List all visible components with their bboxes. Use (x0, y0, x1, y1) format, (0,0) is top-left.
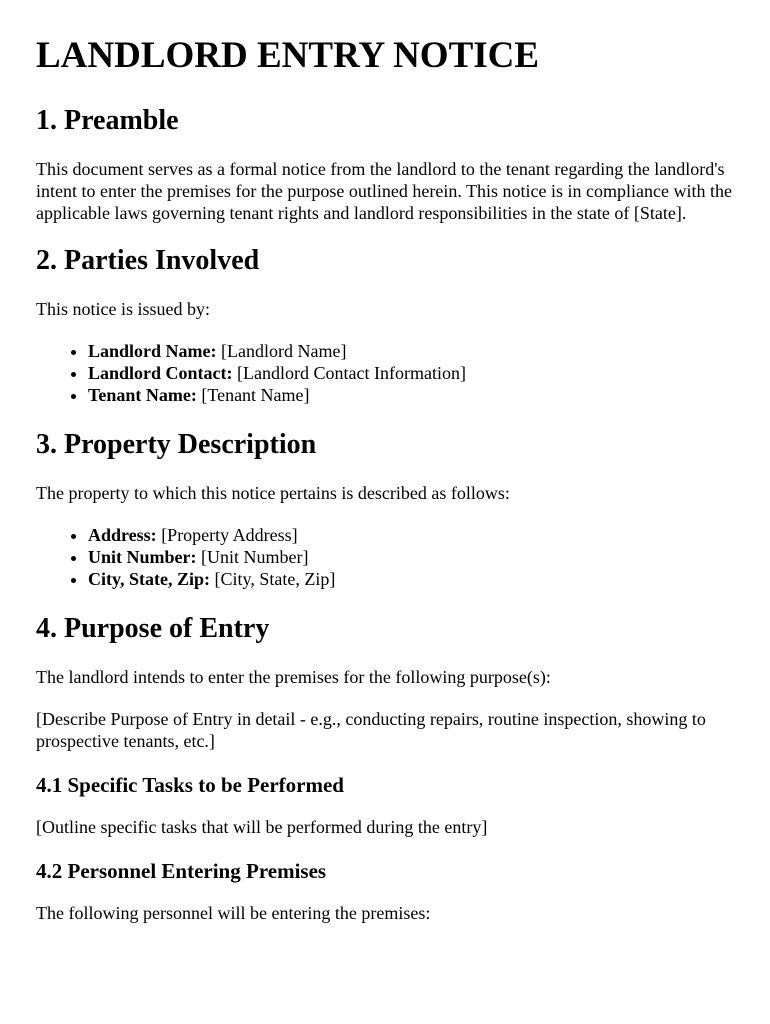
subsection-tasks (36, 772, 734, 838)
property-list (36, 524, 734, 590)
tasks-heading: 4.1 Specific Tasks to be Performed (36, 773, 344, 797)
personnel-heading: 4.2 Personnel Entering Premises (36, 859, 327, 883)
purpose-intro: The landlord intends to enter the premises for the following purpose(s): (36, 667, 551, 687)
section-property (36, 428, 734, 590)
list-item (88, 340, 734, 362)
list-item-label: City, State, Zip: (88, 569, 211, 589)
parties-list (36, 340, 734, 406)
preamble-heading: 1. Preamble (36, 105, 179, 136)
list-item (88, 568, 734, 590)
list-item-label: Unit Number: (88, 547, 197, 567)
section-purpose (36, 612, 734, 924)
section-preamble (36, 104, 734, 224)
section-parties (36, 244, 734, 406)
personnel-text: The following personnel will be entering the premises: (36, 903, 431, 923)
list-item-label: Address: (88, 525, 157, 545)
list-item-value: [City, State, Zip] (210, 569, 336, 589)
preamble-text: This document serves as a formal notice from the landlord to the tenant regarding the landlord's intent to enter the premises for the purpose outlined herein. This notice is in compliance with the applicable laws governing tenant rights and landlord responsibilities in the state of [State]. (36, 159, 732, 223)
list-item (88, 524, 734, 546)
tasks-text: [Outline specific tasks that will be performed during the entry] (36, 817, 488, 837)
parties-heading: 2. Parties Involved (36, 245, 260, 276)
list-item-value: [Landlord Name] (216, 341, 347, 361)
property-heading: 3. Property Description (36, 429, 317, 460)
purpose-detail: [Describe Purpose of Entry in detail - e.g., conducting repairs, routine inspection, showing to prospective tenants, etc.] (36, 709, 706, 751)
property-intro: The property to which this notice pertains is described as follows: (36, 483, 510, 503)
list-item-value: [Property Address] (156, 525, 298, 545)
list-item-label: Tenant Name: (88, 385, 197, 405)
parties-intro: This notice is issued by: (36, 299, 210, 319)
list-item (88, 384, 734, 406)
document-title: LANDLORD ENTRY NOTICE (36, 35, 540, 76)
list-item-value: [Landlord Contact Information] (232, 363, 466, 383)
list-item (88, 362, 734, 384)
list-item (88, 546, 734, 568)
subsection-personnel (36, 858, 734, 924)
list-item-value: [Unit Number] (196, 547, 309, 567)
purpose-heading: 4. Purpose of Entry (36, 613, 270, 644)
list-item-label: Landlord Contact: (88, 363, 233, 383)
list-item-label: Landlord Name: (88, 341, 217, 361)
list-item-value: [Tenant Name] (196, 385, 310, 405)
